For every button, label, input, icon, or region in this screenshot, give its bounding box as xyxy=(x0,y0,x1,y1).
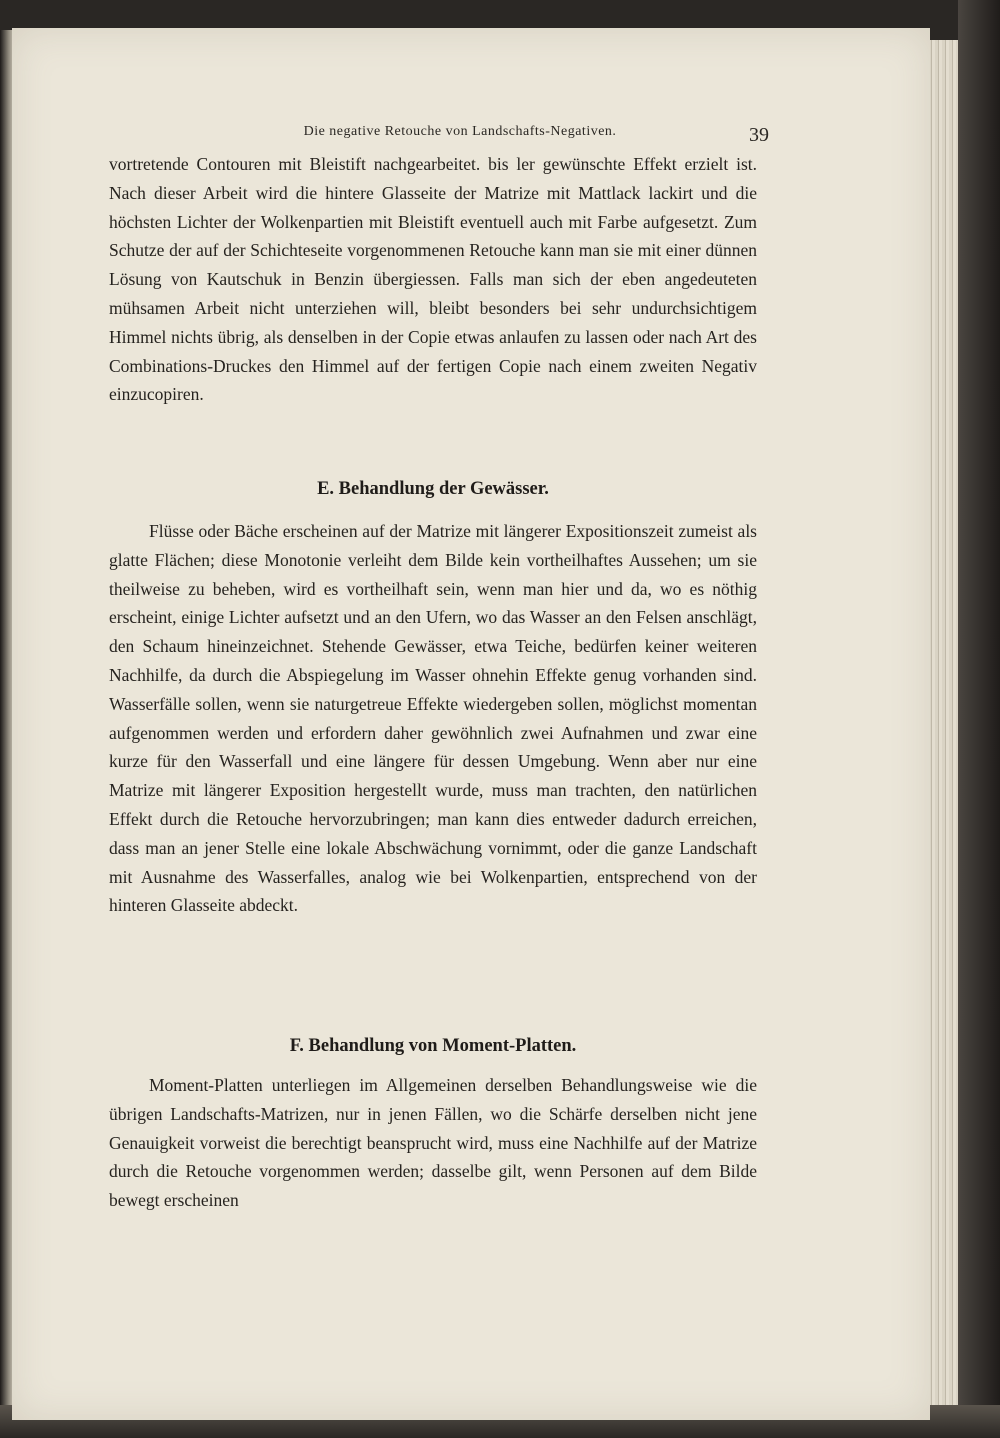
section-heading-f: F. Behandlung von Moment-Platten. xyxy=(289,1036,577,1056)
paragraph-moment-platten: Moment-Platten unterliegen im Allgemeinen derselben Behandlungsweise wie die übrigen Landschafts-Matrizen, nur in jenen Fällen, wo die Schärfe derselben nicht jene Genauigkeit vorweist die berechtigt beansprucht wird, muss eine Nachhilfe auf der Matrize durch die Retouche vorgenommen werden; dasselbe gilt, wenn Personen auf dem Bilde bewegt erscheinen xyxy=(109,1075,757,1211)
section-heading-e: E. Behandlung der Gewässer. xyxy=(317,479,549,499)
scan-background-right xyxy=(958,0,1000,1438)
paragraph-gewaesser: Flüsse oder Bäche erscheinen auf der Matrize mit längerer Expositionszeit zumeist als glatte Flächen; diese Monotonie verleiht dem Bilde kein vortheilhaftes Aussehen; um sie theilweise zu beheben, wird es vortheilhaft sein, wenn man hier und da, wo es nöthig erscheint, einige Lichter aufsetzt und an den Ufern, wo das Wasser an den Felsen anschlägt, den Schaum hineinzeichnet. Stehende Gewässer, etwa Teiche, bedürfen keiner weiteren Nachhilfe, da durch die Abspiegelung im Wasser ohnehin Effekte genug vorhanden sind. Wasserfälle sollen, wenn sie naturgetreue Effekte wiedergeben sollen, möglichst momentan aufgenommen werden und erfordern daher gewöhnlich zwei Aufnahmen und zwar eine kurze für den Wasserfall und eine längere für dessen Umgebung. Wenn aber nur eine Matrize mit längerer Exposition hergestellt wurde, muss man trachten, den natürlichen Effekt durch die Retouche hervorzubringen; man kann dies entweder dadurch erreichen, dass man an jener Stelle eine lokale Abschwächung vornimmt, oder die ganze Landschaft mit Ausnahme des Wasserfalles, analog wie bei Wolkenpartien, entsprechend von der hinteren Glasseite abdeckt. xyxy=(109,521,757,916)
paragraph-continued: vortretende Contouren mit Bleistift nachgearbeitet. bis ler gewünschte Effekt erzielt ist. Nach dieser Arbeit wird die hintere Glasseite der Matrize mit Mattlack lackirt und die höchsten Lichter der Wolkenpartien mit Bleistift eventuell auch mit Farbe aufgesetzt. Zum Schutze der auf der Schichteseite vorgenommenen Retouche kann man sie mit einer dünnen Lösung von Kautschuk in Benzin übergiessen. Falls man sich der eben angedeuteten mühsamen Arbeit nicht unterziehen will, bleibt besonders bei sehr undurchsichtigem Himmel nichts übrig, als denselben in der Copie etwas anlaufen zu lassen oder nach Art des Combinations-Druckes den Himmel auf der fertigen Copie nach einem zweiten Negativ einzucopiren. xyxy=(109,154,757,405)
running-header: Die negative Retouche von Landschafts-Negativen. xyxy=(303,124,617,139)
page-number: 39 xyxy=(749,124,769,146)
page-stack-edge xyxy=(928,40,958,1415)
